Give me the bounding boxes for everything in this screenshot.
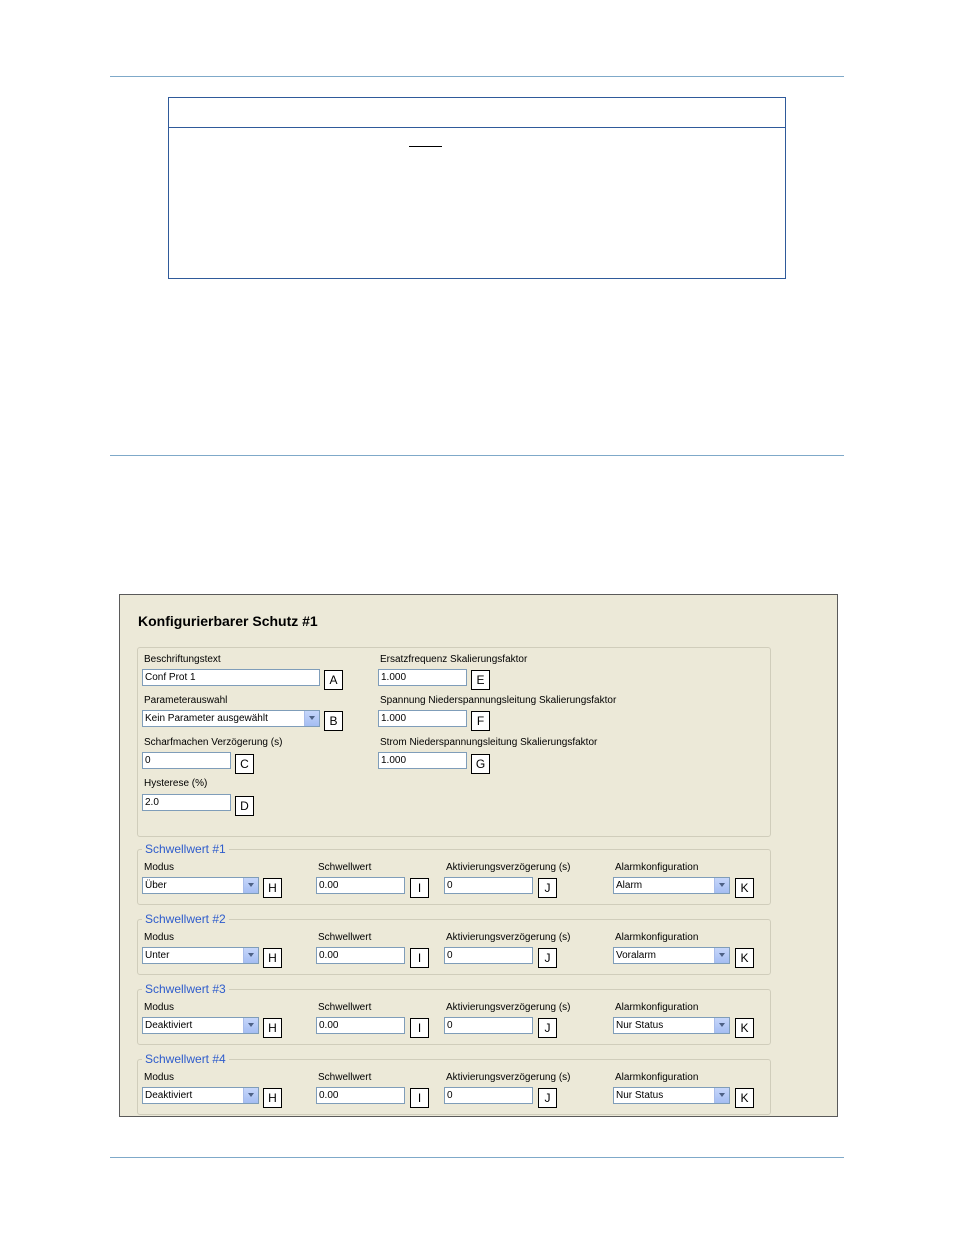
callout-k: K [735, 1018, 754, 1038]
beschriftung-label: Beschriftungstext [144, 654, 221, 665]
callout-h: H [263, 948, 282, 968]
modus-select[interactable] [142, 877, 259, 894]
callout-k: K [735, 878, 754, 898]
alarm-select[interactable] [613, 947, 730, 964]
callout-h: H [263, 878, 282, 898]
verzoegerung-label: Aktivierungsverzögerung (s) [446, 1002, 571, 1013]
alarm-select-value: Nur Status [616, 1020, 664, 1031]
callout-e: E [471, 670, 490, 690]
chevron-down-icon[interactable] [304, 711, 319, 726]
callout-i: I [410, 1018, 429, 1038]
parameter-select[interactable] [142, 710, 320, 727]
modus-select[interactable] [142, 1017, 259, 1034]
threshold-title: Schwellwert #3 [142, 982, 229, 996]
modus-select[interactable] [142, 947, 259, 964]
parameter-label: Parameterauswahl [144, 695, 228, 706]
verzoegerung-input[interactable]: 0 [444, 947, 533, 964]
callout-i: I [410, 878, 429, 898]
threshold-group-3 [137, 982, 771, 1045]
alarm-label: Alarmkonfiguration [615, 1072, 699, 1083]
schwellwert-input[interactable]: 0.00 [316, 1017, 405, 1034]
chevron-down-icon[interactable] [714, 1088, 729, 1103]
callout-h: H [263, 1018, 282, 1038]
callout-g: G [471, 754, 490, 774]
verzoegerung-label: Aktivierungsverzögerung (s) [446, 932, 571, 943]
alarm-select[interactable] [613, 1087, 730, 1104]
callout-d: D [235, 796, 254, 816]
header-rule [110, 76, 844, 77]
alarm-select[interactable] [613, 1017, 730, 1034]
alarm-label: Alarmkonfiguration [615, 862, 699, 873]
parameter-select-value: Kein Parameter ausgewählt [145, 713, 268, 724]
schwellwert-input[interactable]: 0.00 [316, 877, 405, 894]
verzoegerung-input[interactable]: 0 [444, 1087, 533, 1104]
callout-h: H [263, 1088, 282, 1108]
callout-i: I [410, 1088, 429, 1108]
schwellwert-label: Schwellwert [318, 862, 372, 873]
modus-select-value: Deaktiviert [145, 1090, 193, 1101]
chevron-down-icon[interactable] [243, 878, 258, 893]
threshold-group-4 [137, 1052, 771, 1115]
alarm-select-value: Nur Status [616, 1090, 664, 1101]
callout-i: I [410, 948, 429, 968]
footer-rule [110, 1157, 844, 1158]
callout-f: F [471, 711, 490, 731]
chevron-down-icon[interactable] [243, 1088, 258, 1103]
ersatz-input[interactable]: 1.000 [378, 669, 467, 686]
schwellwert-label: Schwellwert [318, 1072, 372, 1083]
scharf-input[interactable]: 0 [142, 752, 231, 769]
strom-label: Strom Niederspannungsleitung Skalierungsfaktor [380, 737, 598, 748]
callout-j: J [538, 1088, 557, 1108]
chevron-down-icon[interactable] [714, 878, 729, 893]
spannung-input[interactable]: 1.000 [378, 710, 467, 727]
alarm-select-value: Voralarm [616, 950, 657, 961]
chevron-down-icon[interactable] [243, 1018, 258, 1033]
threshold-group-1 [137, 842, 771, 905]
chevron-down-icon[interactable] [714, 1018, 729, 1033]
scharf-label: Scharfmachen Verzögerung (s) [144, 737, 283, 748]
chevron-down-icon[interactable] [714, 948, 729, 963]
general-settings-group [137, 647, 771, 837]
config-panel [119, 594, 838, 1117]
chevron-down-icon[interactable] [243, 948, 258, 963]
beschriftung-input[interactable]: Conf Prot 1 [142, 669, 320, 686]
verzoegerung-label: Aktivierungsverzögerung (s) [446, 862, 571, 873]
callout-b: B [324, 711, 343, 731]
spannung-label: Spannung Niederspannungsleitung Skalierungsfaktor [380, 695, 617, 706]
note-box-header [169, 98, 785, 128]
callout-j: J [538, 878, 557, 898]
threshold-title: Schwellwert #1 [142, 842, 229, 856]
verzoegerung-label: Aktivierungsverzögerung (s) [446, 1072, 571, 1083]
schwellwert-input[interactable]: 0.00 [316, 1087, 405, 1104]
hysterese-label: Hysterese (%) [144, 778, 208, 789]
strom-input[interactable]: 1.000 [378, 752, 467, 769]
section-rule [110, 455, 844, 456]
modus-label: Modus [144, 1072, 175, 1083]
modus-label: Modus [144, 1002, 175, 1013]
hysterese-input[interactable]: 2.0 [142, 794, 231, 811]
verzoegerung-input[interactable]: 0 [444, 877, 533, 894]
callout-a: A [324, 670, 343, 690]
panel-title: Konfigurierbarer Schutz #1 [138, 613, 318, 629]
note-box-underline [409, 146, 442, 147]
schwellwert-input[interactable]: 0.00 [316, 947, 405, 964]
note-box [168, 97, 786, 279]
modus-select[interactable] [142, 1087, 259, 1104]
alarm-label: Alarmkonfiguration [615, 1002, 699, 1013]
modus-label: Modus [144, 862, 175, 873]
modus-select-value: Unter [145, 950, 170, 961]
threshold-group-2 [137, 912, 771, 975]
callout-k: K [735, 948, 754, 968]
ersatz-label: Ersatzfrequenz Skalierungsfaktor [380, 654, 528, 665]
alarm-select-value: Alarm [616, 880, 643, 891]
callout-k: K [735, 1088, 754, 1108]
threshold-title: Schwellwert #4 [142, 1052, 229, 1066]
callout-j: J [538, 948, 557, 968]
modus-select-value: Deaktiviert [145, 1020, 193, 1031]
schwellwert-label: Schwellwert [318, 932, 372, 943]
callout-c: C [235, 754, 254, 774]
alarm-label: Alarmkonfiguration [615, 932, 699, 943]
alarm-select[interactable] [613, 877, 730, 894]
schwellwert-label: Schwellwert [318, 1002, 372, 1013]
callout-j: J [538, 1018, 557, 1038]
modus-label: Modus [144, 932, 175, 943]
threshold-title: Schwellwert #2 [142, 912, 229, 926]
verzoegerung-input[interactable]: 0 [444, 1017, 533, 1034]
modus-select-value: Über [145, 880, 167, 891]
